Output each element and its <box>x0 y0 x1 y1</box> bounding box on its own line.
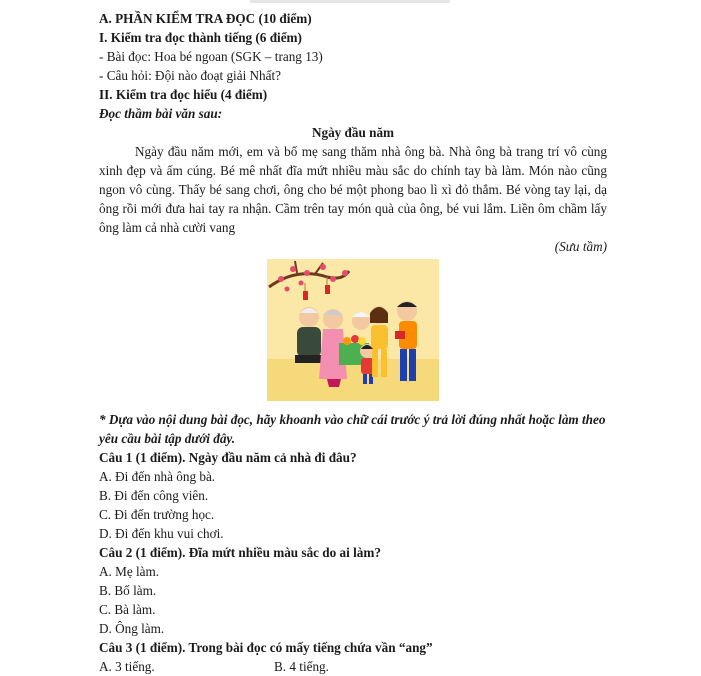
question-3-option-b[interactable]: B. 4 tiếng. <box>274 659 329 674</box>
question-1-title: Câu 1 (1 điểm). Ngày đầu năm cả nhà đi đâu? <box>99 450 357 465</box>
question-2-option-b[interactable]: B. Bố làm. <box>99 583 157 598</box>
reading-line: - Bài đọc: Hoa bé ngoan (SGK – trang 13) <box>99 49 323 64</box>
family-new-year-illustration-icon <box>267 259 439 401</box>
question-1-option-a[interactable]: A. Đi đến nhà ông bà. <box>99 469 216 484</box>
question-line: - Câu hỏi: Đội nào đoạt giải Nhất? <box>99 68 282 83</box>
question-1-option-c[interactable]: C. Đi đến trường học. <box>99 507 215 522</box>
question-3-option-a[interactable]: A. 3 tiếng. <box>99 659 155 674</box>
answer-instruction: * Dựa vào nội dung bài đọc, hãy khoanh vào chữ cái trước ý trả lời đúng nhất hoặc làm theo yêu cầu bài tập dưới đây. <box>99 412 606 446</box>
section-a-heading: A. PHẦN KIỂM TRA ĐỌC (10 điểm) <box>99 11 312 26</box>
question-1-option-b[interactable]: B. Đi đến công viên. <box>99 488 209 503</box>
question-2-title: Câu 2 (1 điểm). Đĩa mứt nhiều màu sắc do ai làm? <box>99 545 381 560</box>
illustration <box>99 259 607 407</box>
question-3-title: Câu 3 (1 điểm). Trong bài đọc có mấy tiếng chứa vần “ang” <box>99 640 433 655</box>
question-3-options <box>99 657 607 676</box>
question-2-option-d[interactable]: D. Ông làm. <box>99 621 165 636</box>
question-2-option-a[interactable]: A. Mẹ làm. <box>99 564 160 579</box>
top-edge-artifact <box>250 0 450 3</box>
section-2-heading: II. Kiểm tra đọc hiểu (4 điểm) <box>99 87 268 102</box>
question-2-option-c[interactable]: C. Bà làm. <box>99 602 156 617</box>
story-title: Ngày đầu năm <box>311 125 395 140</box>
story-source: (Sưu tầm) <box>554 239 607 254</box>
section-1-heading: I. Kiểm tra đọc thành tiếng (6 điểm) <box>99 30 302 45</box>
exam-page <box>99 9 607 676</box>
story-body: Ngày đầu năm mới, em và bố mẹ sang thăm nhà ông bà. Nhà ông bà trang trí vô cùng xinh đẹp và ấm cúng. Bé mê nhất đĩa mứt nhiều màu sắc do chính tay bà làm. Món nào cũng ngon vô cùng. Thấy bé sang chơi, ông cho bé một phong bao lì xì đỏ thắm. Bé vòng tay lại, dạ ông rồi mới đưa hai tay ra nhận. Cầm trên tay món quà của ông, bé vui lắm. Liền ôm chầm lấy ông làm cả nhà cười vang <box>99 144 607 235</box>
read-instruction: Đọc thầm bài văn sau: <box>99 106 223 121</box>
question-1-option-d[interactable]: D. Đi đến khu vui chơi. <box>99 526 224 541</box>
